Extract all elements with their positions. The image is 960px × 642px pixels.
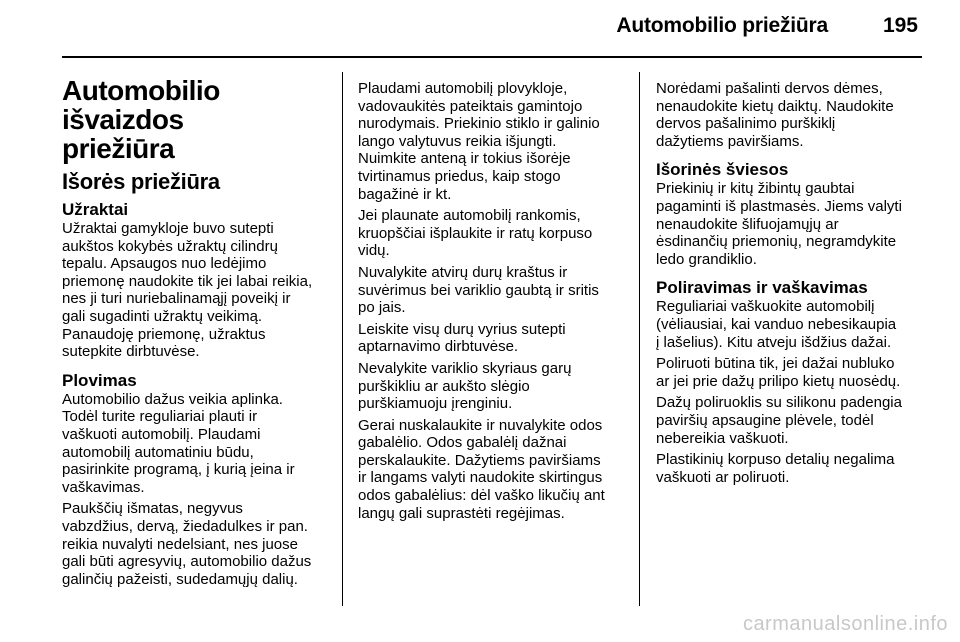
paragraph: Automobilio dažus veikia aplinka. Todėl turite reguliariai plauti ir vaškuoti automobilį. Plaudami automobilį automatiniu būdu, pasirinkite programą, į kurią įeina ir vaškavimas. [62,390,295,496]
subsection-title-polishing: Poliravimas ir vaškavimas [656,278,868,298]
paragraph: Nevalykite variklio skyriaus garų purškikliu ar aukšto slėgio purškiamuoju įrenginiu. [358,359,572,413]
paragraph: Norėdami pašalinti dervos dėmes, nenaudokite kietų daiktų. Naudokite dervos pašalinimo purškiklį dažytiems paviršiams. [656,80,894,150]
column-1 [62,76,330,592]
section-title: Išorės priežiūra [62,169,220,194]
chapter-title: Automobilio išvaizdos priežiūra [62,75,220,164]
column-3 [656,80,924,490]
subsection-title-washing: Plovimas [62,370,137,390]
paragraph: Plaudami automobilį plovykloje, vadovaukitės pateiktais gamintojo nurodymais. Priekinio stiklo ir galinio lango valytuvus reikia išjungti. Nuimkite anteną ir tokius išorėje tvirtinamus priedus, kaip stogo bagažinė ir kt. [358,80,600,203]
page-number: 195 [882,14,918,37]
paragraph: Poliruoti būtina tik, jei dažai nubluko ar jei prie dažų prilipo kietų nuosėdų. [656,355,901,390]
paragraph: Reguliariai vaškuokite automobilį (vėliausiai, kai vanduo nebesikaupia į lašelius). Kitu atveju išdžius dažai. [656,298,897,351]
paragraph: Užraktai gamykloje buvo sutepti aukštos kokybės užraktų cilindrų tepalu. Apsaugos nuo ledėjimo priemonę naudokite tik jei labai reikia, nes ji turi nuriebalinamąjį poveikį ir gali sugadinti užraktų veikimą. Panaudoję priemonę, užraktus sutepkite dirbtuvėse. [62,220,313,361]
paragraph: Plastikinių korpuso detalių negalima vaškuoti ar poliruoti. [656,451,895,486]
subsection-title-lights: Išorinės šviesos [656,160,789,180]
subsection-title-locks: Užraktai [62,200,129,219]
paragraph: Jei plaunate automobilį rankomis, kruopščiai išplaukite ir ratų korpuso vidų. [358,207,593,260]
watermark: carmanualsonline.info [742,613,948,635]
column-divider-1 [342,72,343,606]
header-title: Automobilio priežiūra [616,14,828,37]
column-divider-2 [639,72,640,606]
paragraph: Gerai nuskalaukite ir nuvalykite odos gabalėlio. Odos gabalėlį dažnai perskalaukite. Dažytiems paviršiams ir langams valyti naudokite skirtingus odos gabalėlius: dėl vaško likučių ant langų gali suprastėti regėjimas. [358,416,605,522]
paragraph: Nuvalykite atvirų durų kraštus ir suvėrimus bei variklio gaubtą ir sritis po jais. [358,263,599,317]
header-rule [62,56,922,58]
column-2 [358,80,626,526]
paragraph: Priekinių ir kitų žibintų gaubtai pagaminti iš plastmasės. Jiems valyti nenaudokite šlifuojamųjų ar ėsdinančių priemonių, negramdykite ledo grandiklio. [656,180,902,268]
paragraph: Dažų poliruoklis su silikonu padengia paviršių apsaugine plėvele, todėl nebereikia vaškuoti. [656,394,902,447]
paragraph: Paukščių išmatas, negyvus vabzdžius, dervą, žiedadulkes ir pan. reikia nuvalyti nedelsiant, nes juose gali būti agresyvių, automobilio dažus galinčių pažeisti, sudedamųjų dalių. [62,500,312,588]
paragraph: Leiskite visų durų vyrius sutepti aptarnavimo dirbtuvėse. [358,320,566,356]
